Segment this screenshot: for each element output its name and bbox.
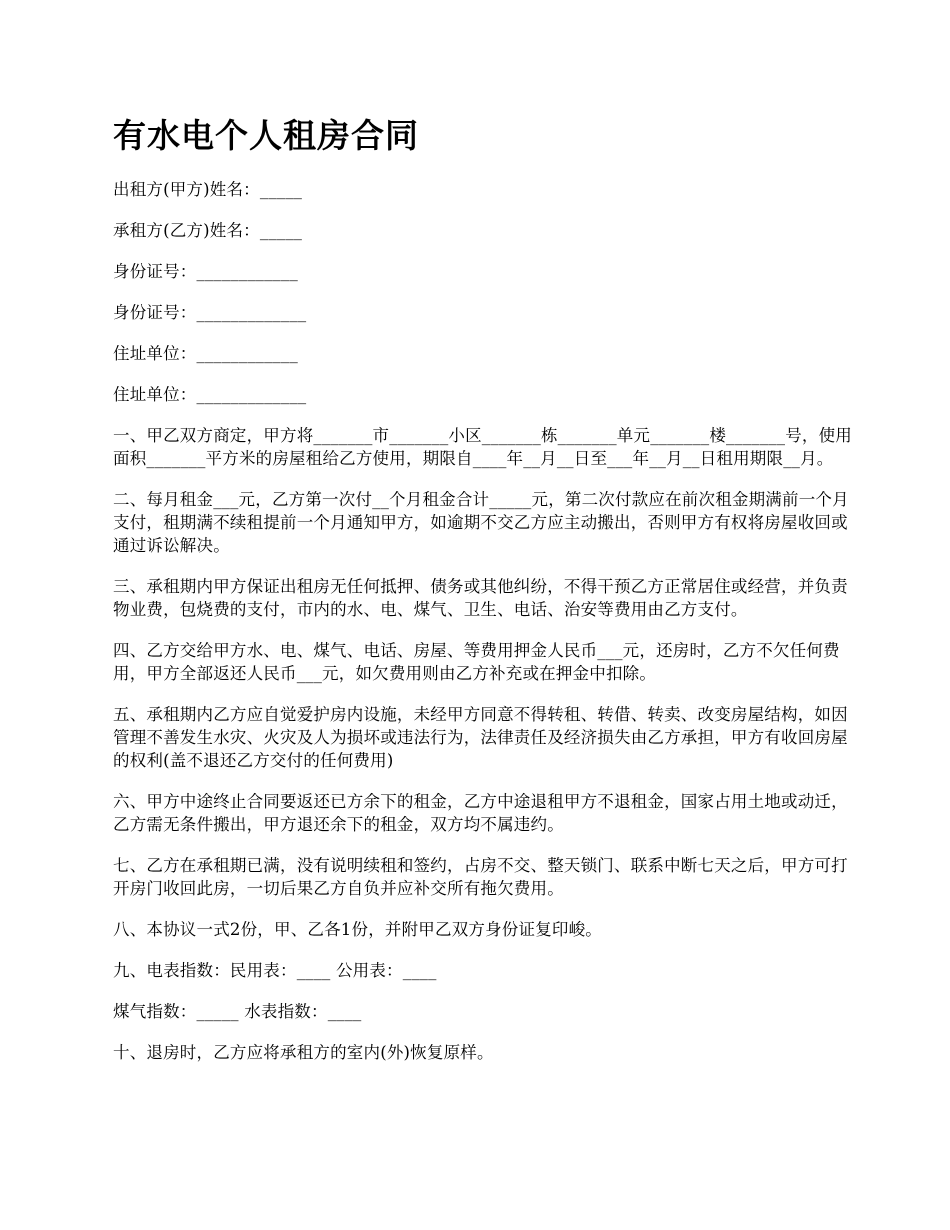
lessee-id-number-field: 身份证号：_____________ <box>113 303 307 322</box>
lessor-name-field: 出租方(甲方)姓名：_____ <box>113 180 303 199</box>
lessee-name-field: 承租方(乙方)姓名：_____ <box>113 221 303 240</box>
clause-8-copies: 八、本协议一式2份，甲、乙各1份，并附甲乙双方身份证复印峻。 <box>113 920 602 939</box>
document-title: 有水电个人租房合同 <box>113 116 419 155</box>
lessor-id-number-field: 身份证号：____________ <box>113 262 298 281</box>
clause-3-lessor-guarantee: 三、承租期内甲方保证出租房无任何抵押、债务或其他纠纷，不得干预乙方正常居住或经营，并负责物业费，包烧费的支付，市内的水、电、煤气、卫生、电话、治安等费用由乙方支付。 <box>113 577 848 619</box>
contract-document <box>113 114 853 1082</box>
clause-10-restoration: 十、退房时，乙方应将承租方的室内(外)恢复原样。 <box>113 1043 494 1062</box>
clause-5-lessee-obligations: 五、承租期内乙方应自觉爱护房内设施，未经甲方同意不得转租、转借、转卖、改变房屋结构，如因管理不善发生水灾、火灾及人为损坏或违法行为，法律责任及经济损失由乙方承担，甲方有收回房屋的权利(盖不退还乙方交付的任何费用) <box>113 705 848 770</box>
clause-4-deposit: 四、乙方交给甲方水、电、煤气、电话、房屋、等费用押金人民币___元，还房时，乙方不欠任何费用，甲方全部返还人民币___元，如欠费用则由乙方补充或在押金中扣除。 <box>113 641 840 683</box>
clause-7-expiry: 七、乙方在承租期已满，没有说明续租和签约，占房不交、整天锁门、联系中断七天之后，甲方可打开房门收回此房，一切后果乙方自负并应补交所有拖欠费用。 <box>113 856 848 898</box>
clause-1-premises-term: 一、甲乙双方商定，甲方将_______市_______小区_______栋_______单元_______楼_______号，使用面积_______平方米的房屋租给乙方使用，期限自____年__月__日至___年__月__日租用期限__月。 <box>113 426 852 468</box>
clause-6-termination: 六、甲方中途终止合同要返还已方余下的租金，乙方中途退租甲方不退租金，国家占用土地或动迁，乙方需无条件搬出，甲方退还余下的租金，双方均不属违约。 <box>113 792 848 834</box>
lessee-address-field: 住址单位：_____________ <box>113 385 307 404</box>
clause-2-rent-payment: 二、每月租金___元，乙方第一次付__个月租金合计_____元，第二次付款应在前次租金期满前一个月支付，租期满不续租提前一个月通知甲方，如逾期不交乙方应主动搬出，否则甲方有权将房屋收回或通过诉讼解决。 <box>113 490 849 555</box>
lessor-address-field: 住址单位：____________ <box>113 344 298 363</box>
gas-water-meter-line: 煤气指数：_____ 水表指数：____ <box>113 1002 362 1021</box>
clause-9-electric-meter: 九、电表指数：民用表：____ 公用表：____ <box>113 961 437 980</box>
